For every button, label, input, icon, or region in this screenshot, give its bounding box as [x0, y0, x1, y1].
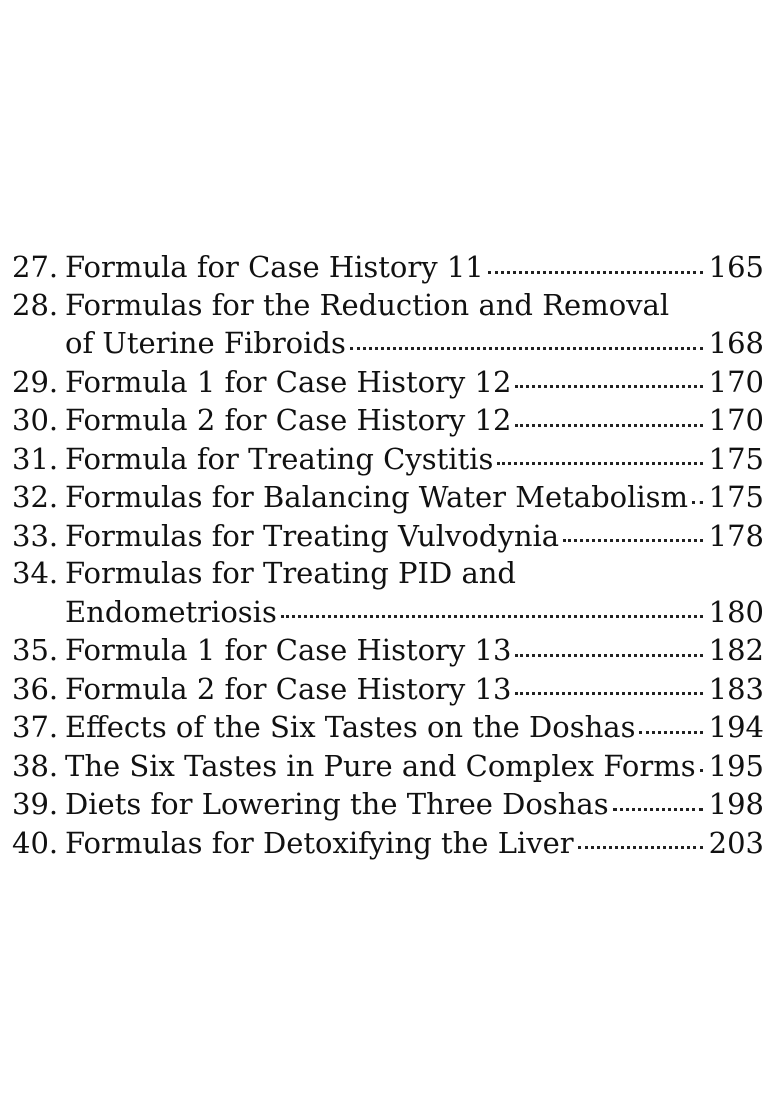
toc-entry-number: 40.: [12, 825, 59, 860]
dot-leader: [497, 440, 702, 469]
dot-leader: [350, 324, 703, 353]
toc-entry-line: [12, 363, 764, 402]
toc-entry-title: Formulas for Treating PID and: [65, 556, 516, 590]
toc-entry: [12, 440, 764, 479]
toc-entry: [12, 401, 764, 440]
toc-entry-title: Endometriosis: [65, 594, 277, 629]
toc-entry-list: [12, 248, 764, 862]
toc-entry-continuation-line: [12, 593, 764, 632]
toc-entry-page-number: 183: [708, 671, 764, 706]
toc-entry: [12, 824, 764, 863]
toc-entry-title: Formula 2 for Case History 13: [65, 671, 512, 706]
toc-entry: [12, 248, 764, 287]
toc-entry-line: [12, 824, 764, 863]
dot-leader: [515, 670, 702, 699]
toc-entry-line: [12, 401, 764, 440]
toc-entry-number: 35.: [12, 633, 59, 667]
toc-entry-title: Formulas for Detoxifying the Liver: [65, 825, 574, 860]
toc-entry: [12, 785, 764, 824]
toc-entry: [12, 631, 764, 670]
dot-leader: [281, 593, 703, 622]
toc-entry-page-number: 168: [708, 326, 764, 360]
table-of-contents: [12, 248, 764, 862]
toc-entry: [12, 708, 764, 747]
toc-entry-line: [12, 478, 764, 517]
toc-entry-title: Formula 1 for Case History 13: [65, 633, 512, 667]
dot-leader: [488, 248, 703, 277]
toc-entry-line: [12, 670, 764, 709]
toc-entry-page-number: 178: [708, 518, 764, 553]
toc-entry-number: 37.: [12, 710, 59, 744]
toc-entry-page-number: 198: [708, 787, 764, 821]
toc-entry-title: Formulas for Balancing Water Metabolism: [65, 480, 689, 514]
toc-entry: [12, 555, 764, 631]
toc-entry-line: [12, 555, 764, 593]
toc-entry-title: Formula for Treating Cystitis: [65, 441, 494, 476]
dot-leader: [700, 747, 703, 776]
toc-entry: [12, 287, 764, 363]
toc-entry-line: [12, 631, 764, 670]
toc-entry-page-number: 194: [708, 710, 764, 744]
toc-entry-number: 27.: [12, 250, 59, 284]
dot-leader: [515, 401, 702, 430]
toc-entry-page-number: 195: [708, 748, 764, 783]
toc-entry-page-number: 182: [708, 633, 764, 667]
toc-entry-line: [12, 747, 764, 786]
toc-entry-number: 36.: [12, 671, 59, 706]
toc-entry-number: 38.: [12, 748, 59, 783]
toc-entry-continuation-line: [12, 324, 764, 363]
toc-entry: [12, 478, 764, 517]
toc-entry-number: 30.: [12, 403, 59, 437]
toc-entry-page-number: 203: [708, 825, 764, 860]
toc-entry-title: Formulas for Treating Vulvodynia: [65, 518, 560, 553]
toc-entry-number: 29.: [12, 364, 59, 399]
toc-entry-title: Effects of the Six Tastes on the Doshas: [65, 710, 636, 744]
toc-entry-page-number: 175: [708, 441, 764, 476]
toc-entry-title: Formulas for the Reduction and Removal: [65, 287, 670, 322]
toc-entry-number: 39.: [12, 787, 59, 821]
toc-entry-title: of Uterine Fibroids: [65, 326, 346, 360]
dot-leader: [515, 363, 702, 392]
toc-entry-number: 31.: [12, 441, 59, 476]
toc-entry-title: Formula for Case History 11: [65, 250, 484, 284]
toc-entry-page-number: 180: [708, 594, 764, 629]
toc-entry-line: [12, 517, 764, 556]
dot-leader: [563, 517, 703, 546]
toc-entry-line: [12, 248, 764, 287]
toc-entry-line: [12, 708, 764, 747]
dot-leader: [639, 708, 702, 737]
toc-entry-page-number: 175: [708, 480, 764, 514]
toc-entry-line: [12, 287, 764, 325]
toc-entry-title: Formula 1 for Case History 12: [65, 364, 512, 399]
dot-leader: [578, 824, 703, 853]
toc-entry: [12, 363, 764, 402]
dot-leader: [613, 785, 703, 814]
toc-entry-number: 33.: [12, 518, 59, 553]
dot-leader: [692, 478, 703, 507]
toc-entry-number: 34.: [12, 556, 59, 590]
dot-leader: [515, 631, 702, 660]
toc-entry-number: 28.: [12, 287, 59, 322]
toc-entry-title: The Six Tastes in Pure and Complex Forms: [65, 748, 696, 783]
toc-entry-number: 32.: [12, 480, 59, 514]
toc-entry: [12, 517, 764, 556]
toc-entry-page-number: 170: [708, 403, 764, 437]
toc-entry-page-number: 165: [708, 250, 764, 284]
toc-entry-page-number: 170: [708, 364, 764, 399]
toc-entry-title: Diets for Lowering the Three Doshas: [65, 787, 609, 821]
toc-entry-title: Formula 2 for Case History 12: [65, 403, 512, 437]
toc-entry-line: [12, 440, 764, 479]
toc-entry: [12, 747, 764, 786]
toc-entry-line: [12, 785, 764, 824]
toc-entry: [12, 670, 764, 709]
